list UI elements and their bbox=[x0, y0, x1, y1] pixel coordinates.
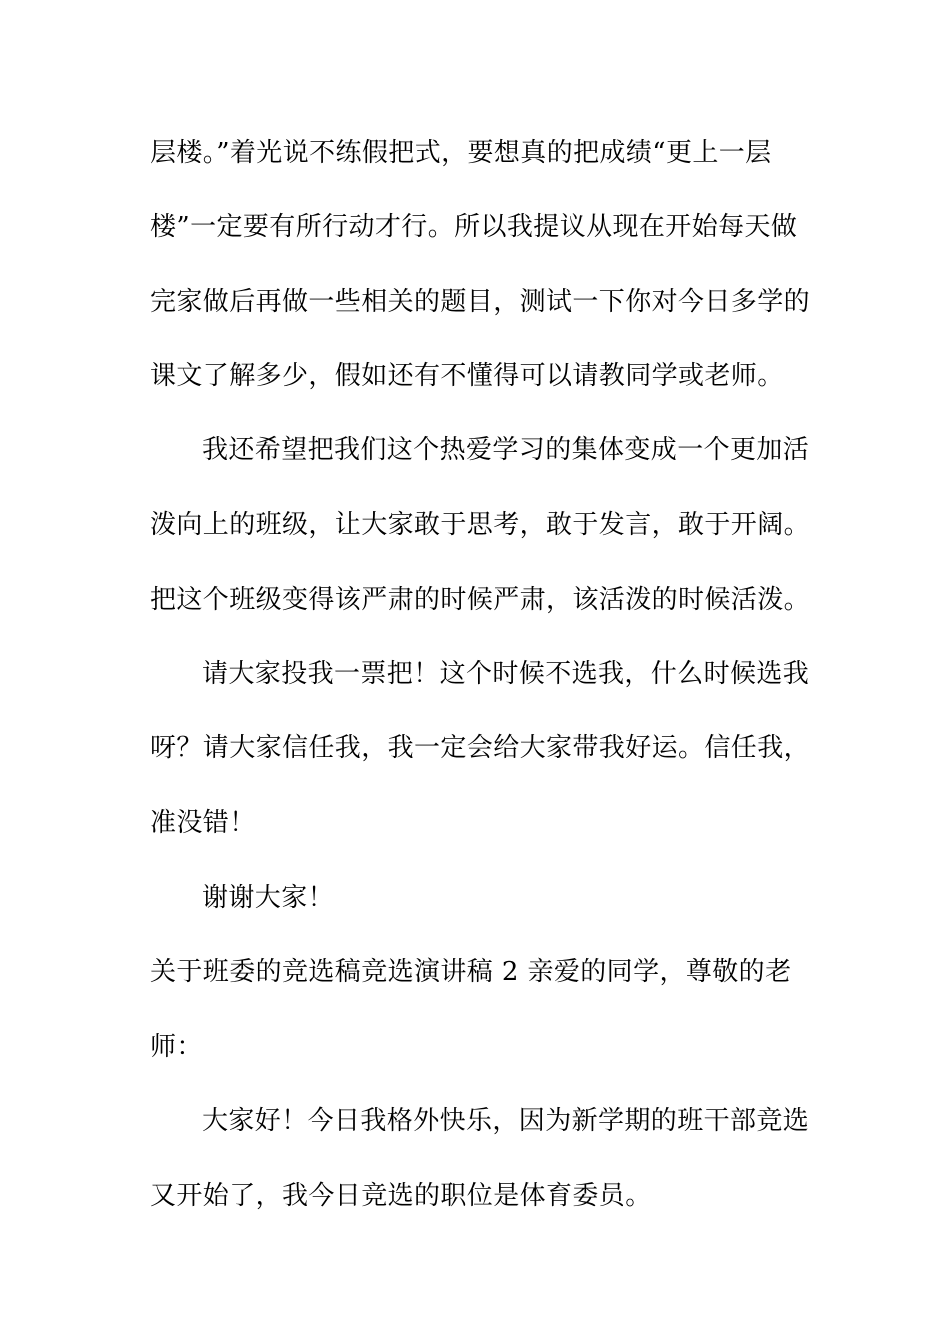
text-line: 层楼。”着光说不练假把式，要想真的把成绩“更上一层 bbox=[150, 138, 772, 168]
text-line: 把这个班级变得该严肃的时候严肃，该活泼的时候活泼。 bbox=[150, 585, 811, 615]
text-line: 又开始了，我今日竞选的职位是体育委员。 bbox=[150, 1181, 652, 1211]
text-line: 楼”一定要有所行动才行。所以我提议从现在开始每天做 bbox=[150, 212, 798, 242]
text-line: 师： bbox=[150, 1032, 203, 1062]
text-line: 呀？请大家信任我，我一定会给大家带我好运。信任我， bbox=[150, 733, 811, 763]
paragraph-start-line: 请大家投我一票把！这个时候不选我，什么时候选我 bbox=[202, 659, 810, 689]
text-line: 泼向上的班级，让大家敢于思考，敢于发言，敢于开阔。 bbox=[150, 510, 811, 540]
paragraph-start-line: 谢谢大家！ bbox=[202, 883, 335, 913]
text-line: 准没错！ bbox=[150, 808, 256, 838]
text-line: 完家做后再做一些相关的题目，测试一下你对今日多学的 bbox=[150, 287, 811, 317]
paragraph-start-line: 大家好！今日我格外快乐，因为新学期的班干部竞选 bbox=[202, 1106, 810, 1136]
section-heading-line: 关于班委的竞选稿竞选演讲稿 2 亲爱的同学，尊敬的老 bbox=[150, 957, 792, 987]
text-line: 课文了解多少，假如还有不懂得可以请教同学或老师。 bbox=[150, 361, 784, 391]
paragraph-start-line: 我还希望把我们这个热爱学习的集体变成一个更加活 bbox=[202, 435, 810, 465]
